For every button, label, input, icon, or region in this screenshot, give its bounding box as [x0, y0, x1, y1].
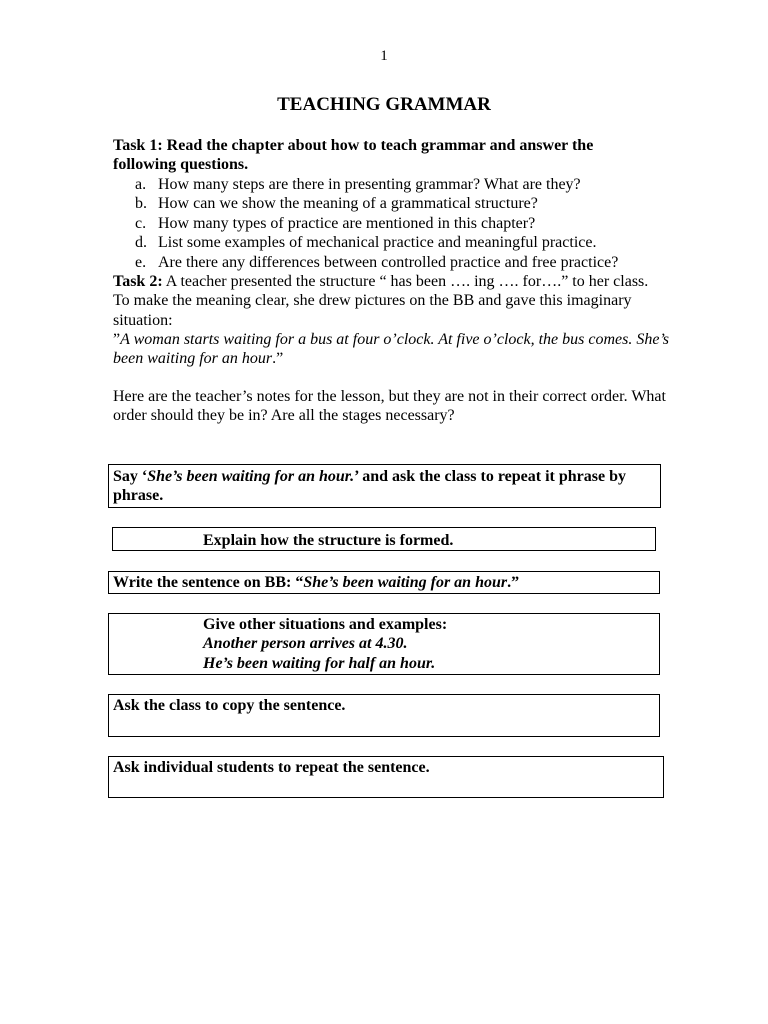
stage-box-explain [112, 527, 656, 551]
question-item [113, 214, 673, 233]
question-text: Are there any differences between controlled practice and free practice? [158, 253, 619, 271]
stage-write-sentence: She’s been waiting for an hour [303, 574, 508, 591]
stage-explain-text: Explain how the structure is formed. [203, 532, 454, 549]
stage-write-prefix: Write the sentence on BB: “ [113, 574, 304, 591]
task1-question-list [113, 175, 673, 272]
question-text: List some examples of mechanical practice and meaningful practice. [158, 234, 597, 252]
question-text: How many types of practice are mentioned in this chapter? [158, 214, 536, 232]
stage-say-sentence: She’s been waiting for an hour. [147, 468, 355, 485]
question-marker: c. [135, 214, 147, 232]
situation-open-quote: ” [113, 331, 121, 348]
question-marker: e. [135, 253, 147, 271]
stage-box-copy [108, 694, 660, 737]
question-marker: a. [135, 176, 147, 193]
question-item [113, 253, 673, 272]
stage-box-other-situations [108, 613, 660, 675]
stage-box-say [108, 464, 661, 508]
stage-box-write [108, 571, 660, 594]
page-title: TEACHING GRAMMAR [277, 94, 491, 115]
stage-other-heading: Give other situations and examples: [203, 616, 448, 633]
notes-intro: Here are the teacher’s notes for the lesson, but they are not in their correct order. What order should they be in? Are all the stages necessary? [113, 388, 666, 425]
question-text: How can we show the meaning of a grammatical structure? [158, 195, 538, 213]
stage-say-prefix: Say ‘ [113, 468, 148, 485]
stage-write-suffix: .” [507, 574, 520, 591]
stage-other-example-1: Another person arrives at 4.30. [203, 635, 408, 653]
question-text: How many steps are there in presenting grammar? What are they? [158, 176, 581, 193]
stage-box-repeat [108, 756, 664, 798]
task2-text: A teacher presented the structure “ has been …. ing …. for….” to her class. To make the meaning clear, she drew pictures on the BB and gave this imaginary situation: [113, 273, 649, 329]
question-item [113, 194, 673, 213]
question-marker: d. [135, 234, 147, 252]
stage-say-suffix: ’ and ask the class to repeat it phrase by phrase. [113, 468, 626, 505]
stage-other-example-2: He’s been waiting for half an hour. [203, 654, 436, 672]
question-marker: b. [135, 195, 147, 213]
situation-quote [113, 330, 673, 369]
task2-paragraph [113, 272, 658, 330]
page-number: 1 [380, 48, 388, 64]
question-item [113, 233, 673, 252]
question-item [113, 175, 673, 194]
task1-heading: Task 1: Read the chapter about how to teach grammar and answer the following questions. [113, 137, 594, 174]
situation-text: A woman starts waiting for a bus at four o’clock. At five o’clock, the bus comes. She’s been waiting for an hour [113, 331, 669, 368]
stage-repeat-text: Ask individual students to repeat the sentence. [113, 759, 430, 776]
situation-close-quote: .” [272, 350, 284, 368]
task2-label: Task 2: [113, 273, 163, 290]
stage-copy-text: Ask the class to copy the sentence. [113, 697, 346, 714]
